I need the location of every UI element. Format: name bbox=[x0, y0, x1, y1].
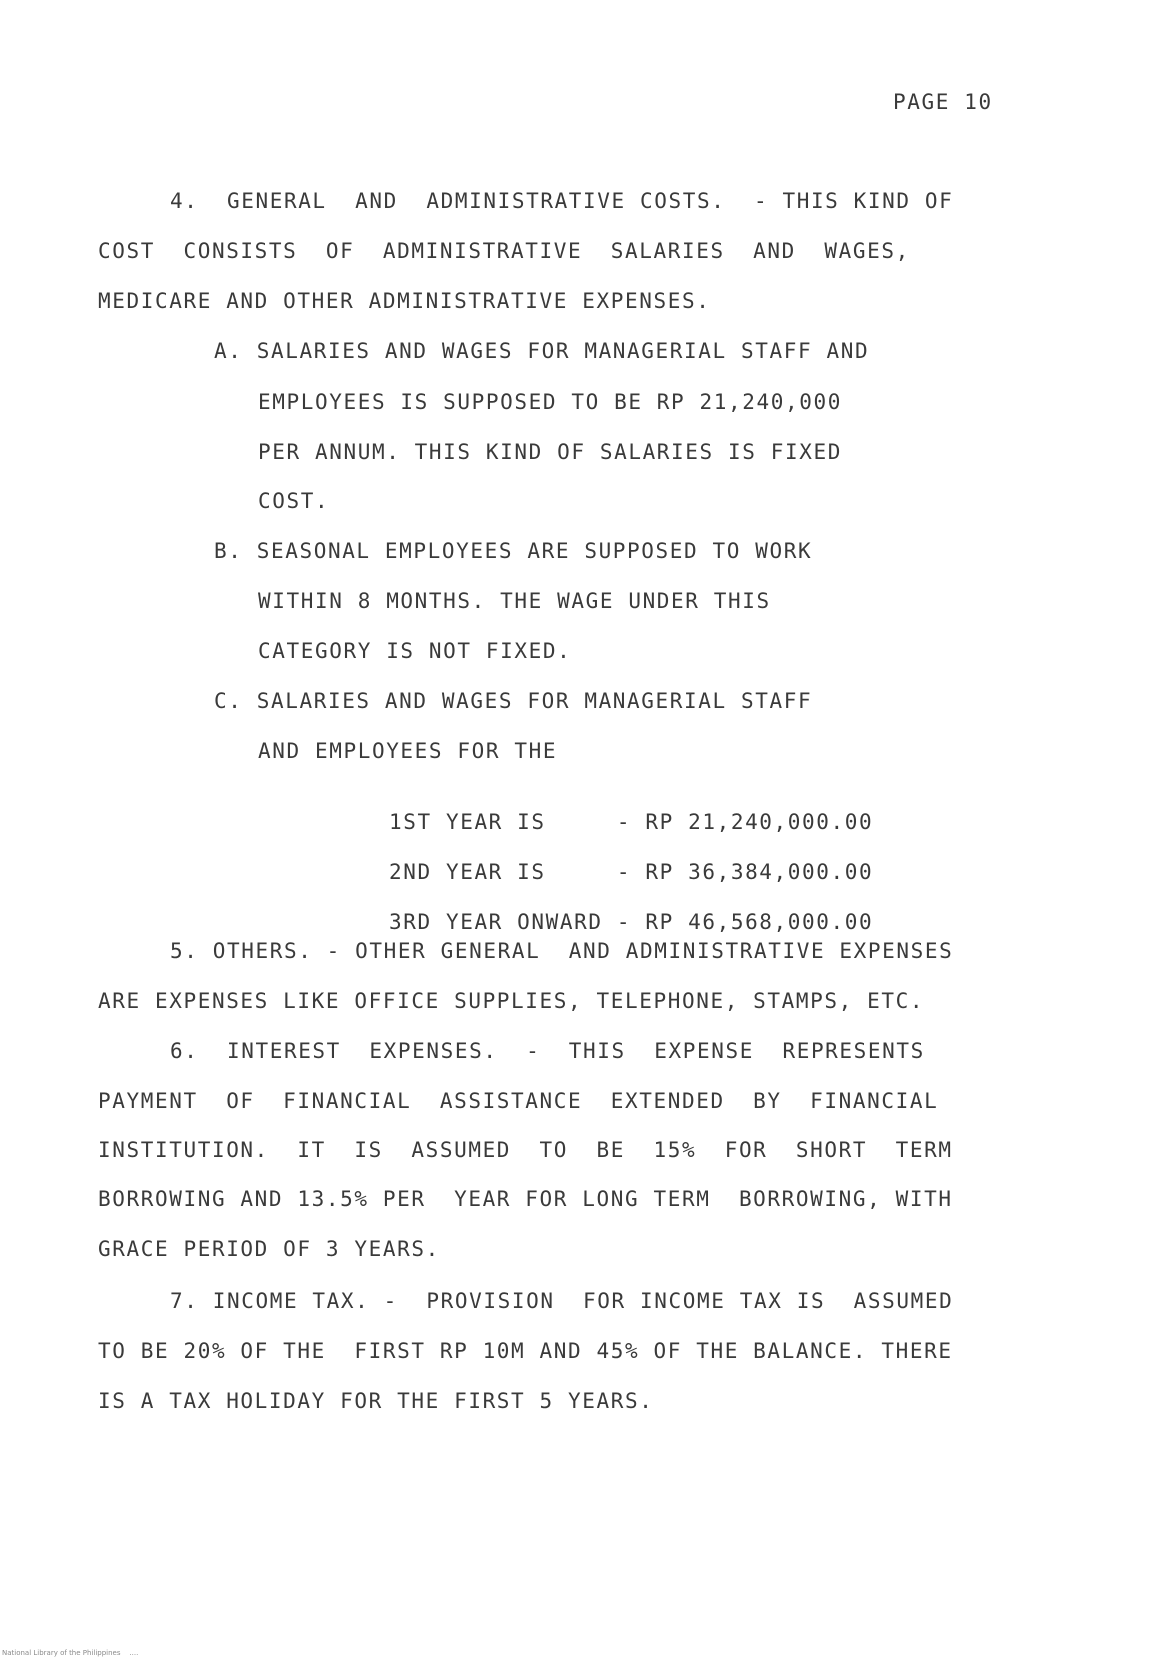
page-number: PAGE 10 bbox=[893, 90, 993, 114]
section6-line1: 6. INTEREST EXPENSES. - THIS EXPENSE REPRESENTS bbox=[170, 1039, 925, 1063]
item-a-line4: COST. bbox=[258, 489, 330, 513]
section6-line3: INSTITUTION. IT IS ASSUMED TO BE 15% FOR SHORT TERM bbox=[98, 1138, 953, 1162]
section6-line2: PAYMENT OF FINANCIAL ASSISTANCE EXTENDED BY FINANCIAL bbox=[98, 1089, 939, 1113]
item-b-line1: B. SEASONAL EMPLOYEES ARE SUPPOSED TO WORK bbox=[214, 539, 813, 563]
item-a-line3: PER ANNUM. THIS KIND OF SALARIES IS FIXED bbox=[258, 440, 842, 464]
section5-line2: ARE EXPENSES LIKE OFFICE SUPPLIES, TELEPHONE, STAMPS, ETC. bbox=[98, 989, 925, 1013]
section7-line2: TO BE 20% OF THE FIRST RP 10M AND 45% OF THE BALANCE. THERE bbox=[98, 1339, 953, 1363]
item-b-line3: CATEGORY IS NOT FIXED. bbox=[258, 639, 572, 663]
item-c-line2: AND EMPLOYEES FOR THE bbox=[258, 739, 558, 763]
schedule-amount: - RP 36,384,000.00 bbox=[616, 860, 874, 884]
section4-line2: COST CONSISTS OF ADMINISTRATIVE SALARIES AND WAGES, bbox=[98, 239, 910, 263]
schedule-amount: - RP 46,568,000.00 bbox=[616, 910, 874, 934]
section7-line1: 7. INCOME TAX. - PROVISION FOR INCOME TAX IS ASSUMED bbox=[170, 1289, 954, 1313]
item-c-line1: C. SALARIES AND WAGES FOR MANAGERIAL STAFF bbox=[214, 689, 813, 713]
section4-line1: 4. GENERAL AND ADMINISTRATIVE COSTS. - THIS KIND OF bbox=[170, 189, 954, 213]
section6-line5: GRACE PERIOD OF 3 YEARS. bbox=[98, 1237, 440, 1261]
section6-line4: BORROWING AND 13.5% PER YEAR FOR LONG TERM BORROWING, WITH bbox=[98, 1187, 953, 1211]
section4-line3: MEDICARE AND OTHER ADMINISTRATIVE EXPENSES. bbox=[98, 289, 711, 313]
schedule-amount: - RP 21,240,000.00 bbox=[616, 810, 874, 834]
schedule-label: 1ST YEAR IS bbox=[388, 810, 617, 834]
item-a-line1: A. SALARIES AND WAGES FOR MANAGERIAL STAFF AND bbox=[214, 339, 870, 363]
item-b-line2: WITHIN 8 MONTHS. THE WAGE UNDER THIS bbox=[258, 589, 771, 613]
item-a-line2: EMPLOYEES IS SUPPOSED TO BE RP 21,240,000 bbox=[258, 390, 842, 414]
schedule-label: 2ND YEAR IS bbox=[388, 860, 617, 884]
section7-line3: IS A TAX HOLIDAY FOR THE FIRST 5 YEARS. bbox=[98, 1389, 654, 1413]
section5-line1: 5. OTHERS. - OTHER GENERAL AND ADMINISTRATIVE EXPENSES bbox=[170, 939, 954, 963]
schedule-label: 3RD YEAR ONWARD bbox=[388, 910, 617, 934]
archive-footer: National Library of the Philippines .... bbox=[2, 1649, 139, 1657]
